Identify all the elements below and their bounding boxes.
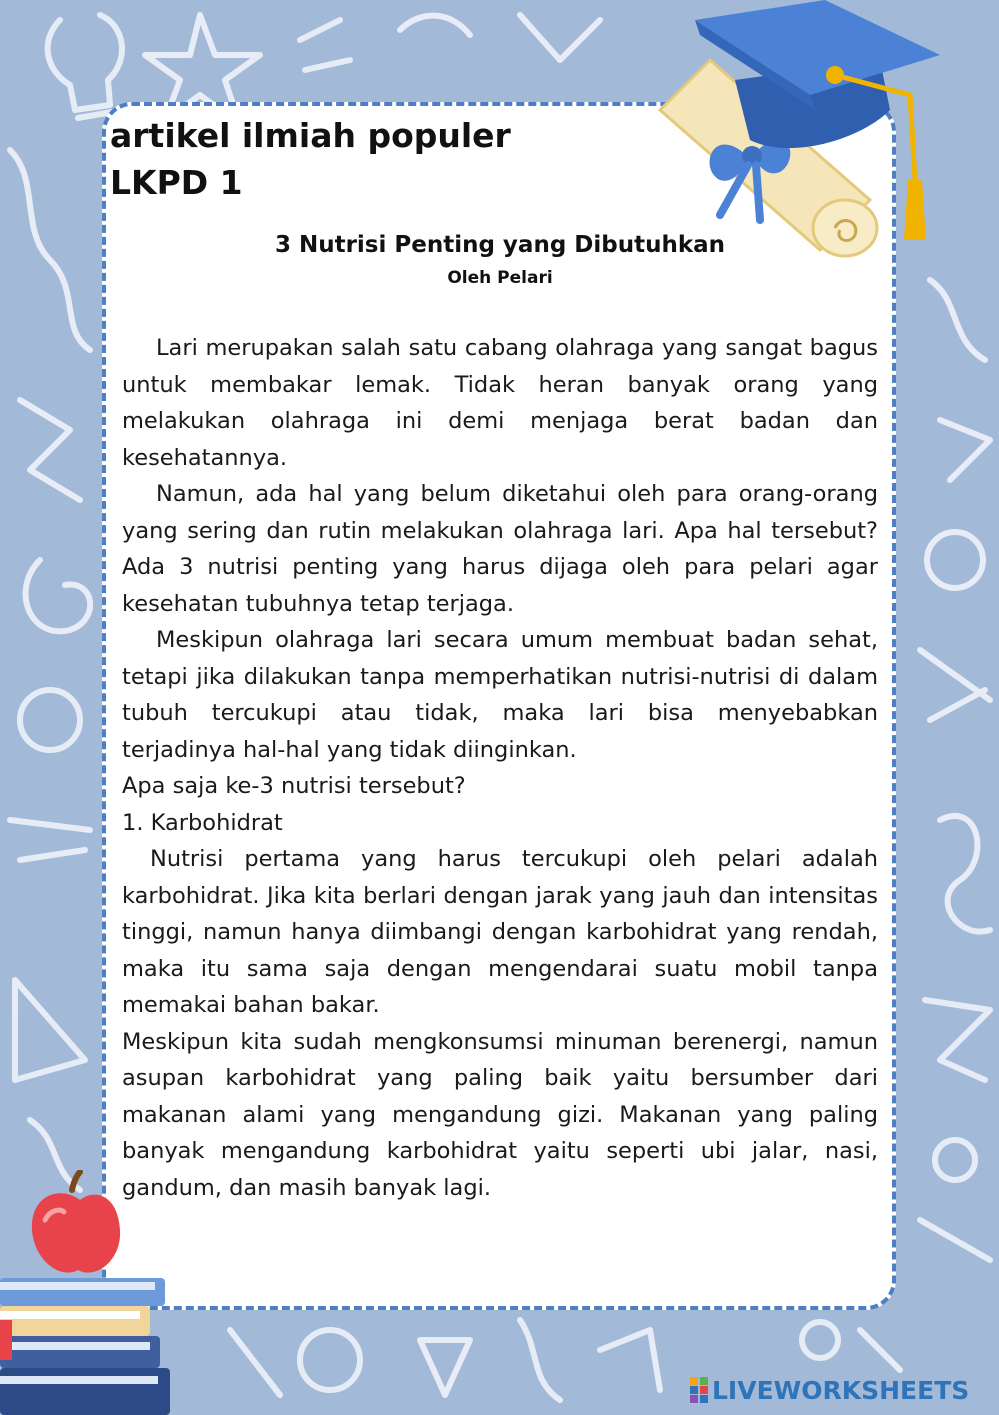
heading-line-2: LKPD 1: [110, 163, 243, 202]
books-apple-icon: [0, 1170, 200, 1415]
paragraph-5: Meskipun kita sudah mengkonsumsi minuman berenergi, namun asupan karbohidrat yang paling baik yaitu bersumber dari makanan alami yang mengandung gizi. Makanan yang paling banyak mengandung karbohidrat yaitu seperti ubi jalar, nasi, gandum, dan masih banyak lagi.: [122, 1028, 878, 1201]
paragraph-4: Nutrisi pertama yang harus tercukupi oleh pelari adalah karbohidrat. Jika kita berlari dengan jarak yang jauh dan intensitas tinggi, namun hanya diimbangi dengan karbohidrat yang rendah, maka itu sama saja dengan mengendarai suatu mobil tanpa memakai bahan bakar.: [122, 846, 878, 1018]
article-body: [122, 330, 878, 1206]
paragraph-2: Namun, ada hal yang belum diketahui oleh para orang-orang yang sering dan rutin melakukan olahraga lari. Apa hal tersebut? Ada 3 nutrisi penting yang harus dijaga oleh para pelari agar kesehatan tubuhnya tetap terjaga.: [122, 481, 878, 617]
watermark-text: LIVEWORKSHEETS: [712, 1375, 970, 1405]
section-heading-karbohidrat: 1. Karbohidrat: [122, 809, 283, 836]
paragraph-1: Lari merupakan salah satu cabang olahraga yang sangat bagus untuk membakar lemak. Tidak heran banyak orang yang melakukan olahraga ini demi menjaga berat badan dan kesehatannya.: [122, 335, 878, 471]
paragraph-3: Meskipun olahraga lari secara umum membuat badan sehat, tetapi jika dilakukan tanpa memperhatikan nutrisi-nutrisi di dalam tubuh tercukupi atau tidak, maka lari bisa menyebabkan terjadinya hal-hal yang tidak diinginkan.: [122, 627, 878, 763]
liveworksheets-logo-icon: [690, 1377, 708, 1403]
page-heading: [110, 112, 511, 206]
article-byline: Oleh Pelari: [447, 268, 553, 288]
liveworksheets-watermark: [690, 1372, 969, 1408]
question-line: Apa saja ke-3 nutrisi tersebut?: [122, 773, 466, 799]
heading-line-1: artikel ilmiah populer: [110, 116, 511, 155]
article-title: 3 Nutrisi Penting yang Dibutuhkan: [274, 232, 726, 258]
